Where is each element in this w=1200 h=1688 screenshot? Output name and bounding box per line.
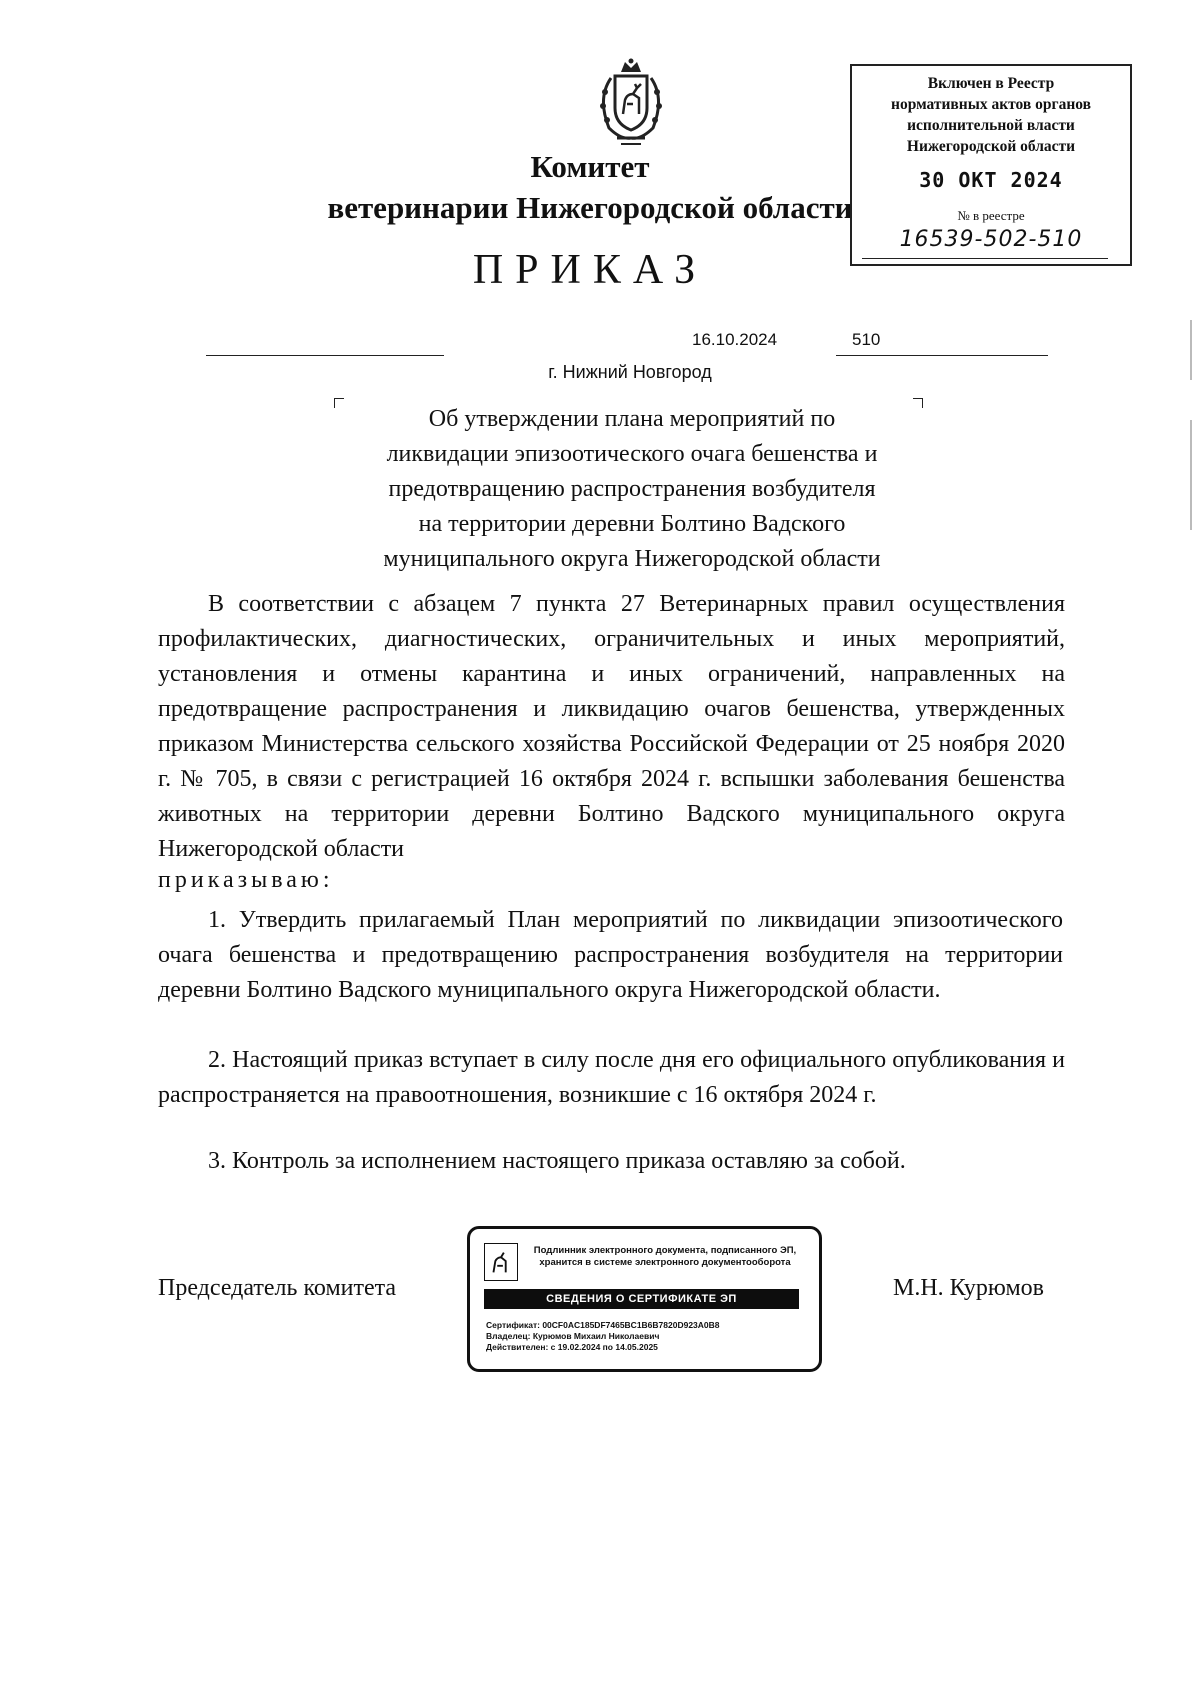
stamp-number-label: № в реестре [957, 208, 1025, 223]
e-signature-notice: Подлинник электронного документа, подписанного ЭП, хранится в системе электронного документооборота [533, 1245, 797, 1268]
signatory-position: Председатель комитета [158, 1275, 397, 1301]
preamble-paragraph: В соответствии с абзацем 7 пункта 27 Ветеринарных правил осуществления профилактических, диагностических, ограничительных и иных мероприятий, установления и отмены карантина и иных ограничений, направленных на предотвращение распространения и ликвидацию очагов бешенства, утвержденных приказом Министерства сельского хозяйства Российской Федерации от 25 ноября 2020 г. № 705, в связи с регистрацией 16 октября 2024 г. вспышки заболевания бешенства животных на территории деревни Болтино Вадского муниципального округа Нижегородской области [158, 591, 1065, 862]
stamp-line2: нормативных актов органов [891, 96, 1091, 113]
document-date: 16.10.2024 [692, 330, 778, 349]
e-signature-certificate: Сертификат: 00CF0AC185DF7465BC1B6B7820D923A0B8 [486, 1320, 720, 1330]
e-signature-owner: Владелец: Курюмов Михаил Николаевич [486, 1331, 660, 1341]
stamp-registry-number: 16539-502-510 [899, 227, 1083, 252]
subject-line: ликвидации эпизоотического очага бешенства и [386, 441, 878, 467]
date-left-rule [206, 355, 444, 356]
org-name-line2: ветеринарии Нижегородской области [327, 190, 853, 225]
subject-line: Об утверждении плана мероприятий по [428, 406, 836, 432]
coat-of-arms-icon [484, 1243, 518, 1281]
order-item-3: 3. Контроль за исполнением настоящего приказа оставляю за собой. [208, 1148, 906, 1174]
document-number: 510 [852, 330, 881, 349]
document-type-title: ПРИКАЗ [472, 247, 708, 293]
subject-line: муниципального округа Нижегородской области [383, 546, 881, 572]
scan-margin-mark [1190, 420, 1192, 530]
order-item-1: 1. Утвердить прилагаемый План мероприятий по ликвидации эпизоотического очага бешенства и предотвращению распространения возбудителя на территории деревни Болтино Вадского муниципального округа Нижегородской области. [158, 907, 1063, 1003]
org-name-line1: Комитет [530, 149, 650, 184]
order-item-2: 2. Настоящий приказ вступает в силу после дня его официального опубликования и распространяется на правоотношения, возникшие с 16 октября 2024 г. [158, 1047, 1065, 1108]
electronic-signature-stamp [467, 1226, 822, 1372]
order-word: приказываю: [158, 867, 334, 893]
subject-line: предотвращению распространения возбудителя [388, 476, 876, 502]
city-line: г. Нижний Новгород [548, 362, 712, 382]
document-subject [340, 402, 924, 577]
registry-stamp [850, 64, 1132, 266]
stamp-line4: Нижегородской области [906, 138, 1076, 155]
subject-line: на территории деревни Болтино Вадского [418, 511, 846, 537]
stamp-date: 30 ОКТ 2024 [919, 168, 1063, 192]
e-signature-certificate-header: СВЕДЕНИЯ О СЕРТИФИКАТЕ ЭП [484, 1289, 799, 1309]
e-signature-validity: Действителен: с 19.02.2024 по 14.05.2025 [486, 1342, 658, 1352]
scan-margin-mark [1190, 320, 1192, 380]
signatory-name: М.Н. Курюмов [893, 1275, 1045, 1301]
coat-of-arms-icon [587, 58, 675, 146]
stamp-line3: исполнительной власти [907, 117, 1075, 134]
stamp-number-underline [862, 258, 1108, 259]
stamp-line1: Включен в Реестр [927, 75, 1055, 92]
number-rule [836, 355, 1048, 356]
